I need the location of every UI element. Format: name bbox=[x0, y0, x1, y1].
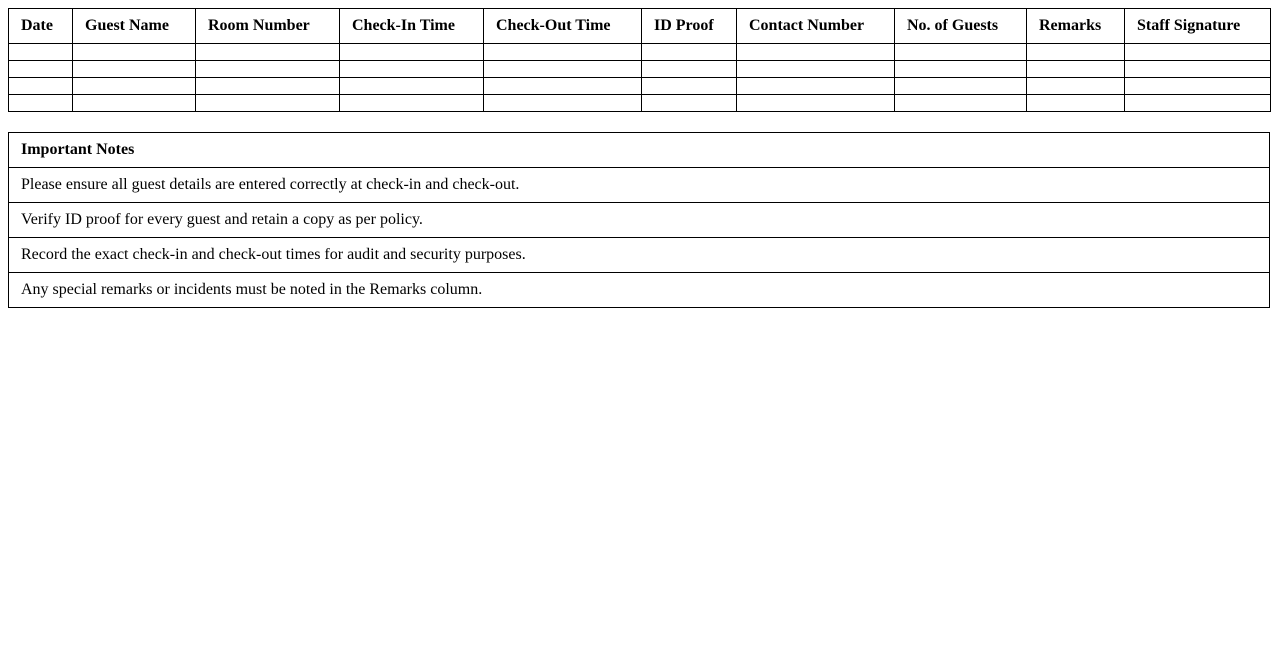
note-item: Verify ID proof for every guest and retain a copy as per policy. bbox=[9, 203, 1270, 238]
cell-guest-name[interactable] bbox=[73, 44, 196, 61]
document-page bbox=[8, 8, 1270, 308]
table-row bbox=[9, 61, 1271, 78]
cell-guest-name[interactable] bbox=[73, 95, 196, 112]
notes-title: Important Notes bbox=[9, 133, 1270, 168]
cell-room-number[interactable] bbox=[196, 95, 340, 112]
cell-check-out-time[interactable] bbox=[484, 95, 642, 112]
column-header-remarks: Remarks bbox=[1027, 9, 1125, 44]
cell-staff-signature[interactable] bbox=[1125, 61, 1271, 78]
cell-date[interactable] bbox=[9, 44, 73, 61]
notes-title-row bbox=[9, 133, 1270, 168]
column-header-check-in-time: Check-In Time bbox=[340, 9, 484, 44]
column-header-date: Date bbox=[9, 9, 73, 44]
cell-check-in-time[interactable] bbox=[340, 95, 484, 112]
cell-check-in-time[interactable] bbox=[340, 78, 484, 95]
important-notes-table bbox=[8, 132, 1270, 308]
cell-date[interactable] bbox=[9, 78, 73, 95]
cell-guest-name[interactable] bbox=[73, 61, 196, 78]
cell-staff-signature[interactable] bbox=[1125, 95, 1271, 112]
note-item: Record the exact check-in and check-out times for audit and security purposes. bbox=[9, 238, 1270, 273]
cell-room-number[interactable] bbox=[196, 61, 340, 78]
column-header-guest-name: Guest Name bbox=[73, 9, 196, 44]
cell-id-proof[interactable] bbox=[642, 95, 737, 112]
cell-staff-signature[interactable] bbox=[1125, 78, 1271, 95]
note-item: Please ensure all guest details are entered correctly at check-in and check-out. bbox=[9, 168, 1270, 203]
cell-remarks[interactable] bbox=[1027, 78, 1125, 95]
cell-remarks[interactable] bbox=[1027, 95, 1125, 112]
cell-no-of-guests[interactable] bbox=[895, 61, 1027, 78]
cell-contact-number[interactable] bbox=[737, 78, 895, 95]
cell-check-out-time[interactable] bbox=[484, 61, 642, 78]
cell-check-out-time[interactable] bbox=[484, 78, 642, 95]
cell-check-out-time[interactable] bbox=[484, 44, 642, 61]
cell-staff-signature[interactable] bbox=[1125, 44, 1271, 61]
cell-date[interactable] bbox=[9, 95, 73, 112]
cell-contact-number[interactable] bbox=[737, 95, 895, 112]
cell-guest-name[interactable] bbox=[73, 78, 196, 95]
cell-no-of-guests[interactable] bbox=[895, 95, 1027, 112]
table-header-row bbox=[9, 9, 1271, 44]
cell-check-in-time[interactable] bbox=[340, 44, 484, 61]
column-header-check-out-time: Check-Out Time bbox=[484, 9, 642, 44]
column-header-contact-number: Contact Number bbox=[737, 9, 895, 44]
note-row bbox=[9, 168, 1270, 203]
cell-no-of-guests[interactable] bbox=[895, 78, 1027, 95]
cell-contact-number[interactable] bbox=[737, 44, 895, 61]
cell-remarks[interactable] bbox=[1027, 44, 1125, 61]
cell-id-proof[interactable] bbox=[642, 78, 737, 95]
column-header-staff-signature: Staff Signature bbox=[1125, 9, 1271, 44]
cell-id-proof[interactable] bbox=[642, 61, 737, 78]
guest-register-table bbox=[8, 8, 1271, 112]
note-row bbox=[9, 273, 1270, 308]
table-row bbox=[9, 95, 1271, 112]
column-header-no-of-guests: No. of Guests bbox=[895, 9, 1027, 44]
table-row bbox=[9, 78, 1271, 95]
cell-room-number[interactable] bbox=[196, 78, 340, 95]
column-header-room-number: Room Number bbox=[196, 9, 340, 44]
column-header-id-proof: ID Proof bbox=[642, 9, 737, 44]
cell-remarks[interactable] bbox=[1027, 61, 1125, 78]
table-row bbox=[9, 44, 1271, 61]
cell-room-number[interactable] bbox=[196, 44, 340, 61]
cell-id-proof[interactable] bbox=[642, 44, 737, 61]
cell-no-of-guests[interactable] bbox=[895, 44, 1027, 61]
cell-check-in-time[interactable] bbox=[340, 61, 484, 78]
note-row bbox=[9, 203, 1270, 238]
note-item: Any special remarks or incidents must be noted in the Remarks column. bbox=[9, 273, 1270, 308]
cell-date[interactable] bbox=[9, 61, 73, 78]
note-row bbox=[9, 238, 1270, 273]
cell-contact-number[interactable] bbox=[737, 61, 895, 78]
